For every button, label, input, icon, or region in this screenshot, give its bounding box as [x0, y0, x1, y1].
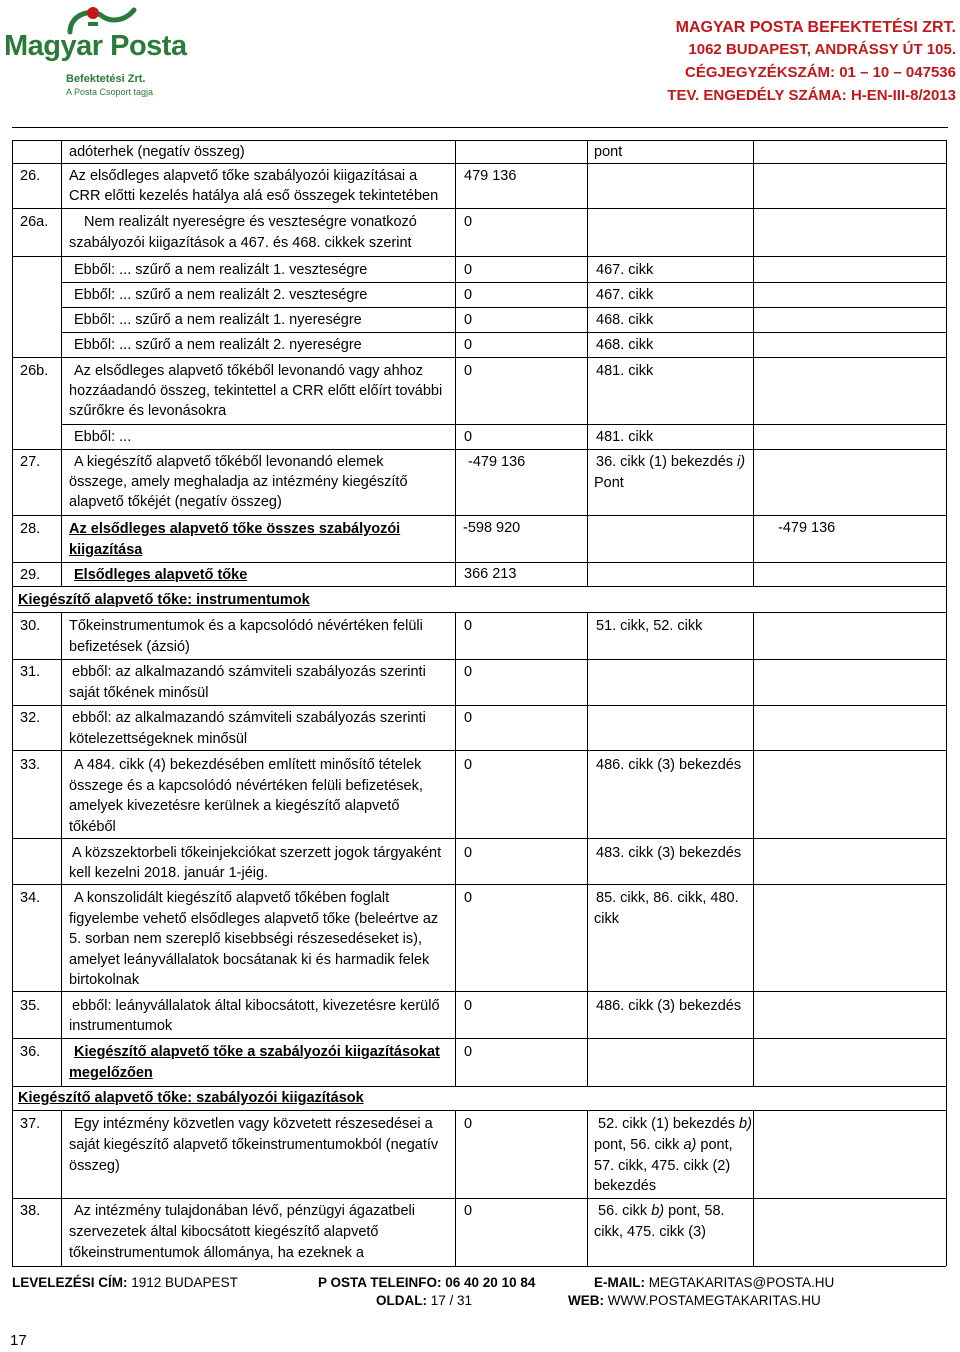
row-label: hozzáadandó összeg, tekintettel a CRR előtt előírt további [69, 383, 443, 399]
corp-registration: CÉGJEGYZÉKSZÁM: 01 – 10 – 047536 [685, 64, 956, 81]
row-label: kiigazítása [69, 542, 143, 558]
row-label: Az elsődleges alapvető tőke szabályozói kiigazításai a [69, 168, 418, 184]
row-label: szabályozói kiigazítások a 467. és 468. cikkek szerint [69, 235, 412, 251]
row-label: saját kiegészítő alapvető tőkeinstrumentumokból (negatív [69, 1137, 439, 1153]
row-number: 32. [20, 710, 41, 726]
row-label: kell kezelni 2018. január 1-jéig. [69, 865, 269, 881]
row-value: 0 [464, 998, 473, 1014]
row-label: Az elsődleges alapvető tőkéből levonandó vagy ahhoz [74, 363, 424, 379]
row-value: 0 [464, 214, 473, 230]
row-label: befizetések (ázsió) [69, 639, 190, 655]
row-label: összege és a kapcsolódó névértéken felüli befizetések, [69, 778, 423, 794]
row-number: 36. [20, 1044, 41, 1060]
row-value: 0 [464, 363, 473, 379]
row-label: szűrőkre és levonásokra [69, 403, 227, 419]
row-value: 0 [464, 1203, 473, 1219]
row-reference: 468. cikk [596, 312, 654, 328]
row-label: összege, amely meghaladja az intézmény kiegészítő [69, 474, 408, 490]
row-number: 35. [20, 998, 41, 1014]
row-label: instrumentumok [69, 1018, 173, 1034]
row-number: 29. [20, 567, 41, 583]
row-label: amelyek kivezetésre kerülnek a kiegészítő alapvető [69, 798, 400, 814]
row-label: összeg) [69, 1158, 120, 1174]
footer-teleinfo: P OSTA TELEINFO: 06 40 20 10 84 [318, 1275, 536, 1290]
header-divider [12, 127, 948, 128]
row-number: 33. [20, 757, 41, 773]
row-number: 34. [20, 890, 41, 906]
row-value: 366 213 [464, 566, 517, 582]
row-value: 0 [464, 710, 473, 726]
row-number: 27. [20, 454, 41, 470]
row-number: 38. [20, 1203, 41, 1219]
row-number: 26b. [20, 363, 49, 379]
row-label: Nem realizált nyereségre és veszteségre vonatkozó [84, 214, 417, 230]
row-reference: cikk [594, 911, 619, 927]
row-label: tőkeinstrumentumok állománya, ha ezeknek a [69, 1245, 364, 1261]
row-reference: 51. cikk, 52. cikk [596, 618, 703, 634]
row-label: Tőkeinstrumentumok és a kapcsolódó névértéken felüli [69, 618, 423, 634]
row-label: Egy intézmény közvetlen vagy közvetett részesedései a [74, 1116, 433, 1132]
row-number: 31. [20, 664, 41, 680]
page-number: 17 [10, 1332, 27, 1349]
row-label: Ebből: ... szűrő a nem realizált 1. veszteségre [74, 262, 368, 278]
row-label: Az elsődleges alapvető tőke összes szabályozói [69, 521, 401, 537]
row-label: Ebből: ... szűrő a nem realizált 1. nyereségre [74, 312, 362, 328]
footer-web: WEB: WWW.POSTAMEGTAKARITAS.HU [568, 1293, 821, 1308]
row-reference: cikk, 475. cikk (3) [594, 1224, 706, 1240]
row-value: 0 [464, 429, 473, 445]
row-reference: pont, 56. cikk a) pont, [594, 1137, 733, 1153]
row-reference: 481. cikk [596, 429, 654, 445]
footer-email: E-MAIL: MEGTAKARITAS@POSTA.HU [594, 1275, 835, 1290]
row-value: 479 136 [464, 168, 517, 184]
row-number: 37. [20, 1116, 41, 1132]
row-reference: 52. cikk (1) bekezdés b) [598, 1116, 752, 1132]
row-number: 26. [20, 168, 41, 184]
row-number: 28. [20, 521, 41, 537]
row-reference: 481. cikk [596, 363, 654, 379]
row-value: 0 [464, 618, 473, 634]
row-label: ebből: leányvállalatok által kibocsátott, kivezetésre kerülő [72, 998, 440, 1014]
row-value: -598 920 [463, 520, 521, 536]
corp-name: MAGYAR POSTA BEFEKTETÉSI ZRT. [675, 19, 956, 36]
row-label: ebből: az alkalmazandó számviteli szabályozás szerinti [72, 664, 426, 680]
footer-page-count: OLDAL: 17 / 31 [376, 1293, 473, 1308]
row-reference: 483. cikk (3) bekezdés [596, 845, 742, 861]
row-value: 0 [464, 1044, 473, 1060]
row-label: amelyet leányvállalatok bocsátanak ki és harmadik felek [69, 952, 430, 968]
row-reference: 467. cikk [596, 262, 654, 278]
row-reference: 56. cikk b) pont, 58. [598, 1203, 725, 1219]
row-reference: 486. cikk (3) bekezdés [596, 998, 742, 1014]
logo-subtitle: Befektetési Zrt. [66, 73, 146, 85]
row-label: A kiegészítő alapvető tőkéből levonandó elemek [74, 454, 384, 470]
row-reference: 467. cikk [596, 287, 654, 303]
row-label: megelőzően [69, 1065, 153, 1081]
row-reference: 468. cikk [596, 337, 654, 353]
row-label: 5. sorban nem szereplő kisebbségi részesedéseket is), [69, 931, 423, 947]
row-label: tőkéből [69, 819, 116, 835]
row-reference: 57. cikk, 475. cikk (2) [594, 1158, 731, 1174]
logo-tagline: A Posta Csoport tagja [66, 87, 154, 97]
row-value: 0 [464, 262, 473, 278]
row-reference: Pont [594, 475, 624, 491]
row-label: saját tőkének minősül [69, 685, 209, 701]
corp-license: TEV. ENGEDÉLY SZÁMA: H-EN-III-8/2013 [667, 87, 956, 104]
row-label: Ebből: ... szűrő a nem realizált 2. veszteségre [74, 287, 368, 303]
row-label: Ebből: ... szűrő a nem realizált 2. nyereségre [74, 337, 362, 353]
row-value: 0 [464, 664, 473, 680]
row-label: A közszektorbeli tőkeinjekciókat szerzett jogok tárgyaként [72, 845, 442, 861]
row-label: alapvető tőkéjét (negatív összeg) [69, 494, 282, 510]
row-value: 0 [464, 337, 473, 353]
row-label: szervezetek által kibocsátott kiegészítő alapvető [69, 1224, 379, 1240]
row-value: 0 [464, 312, 473, 328]
row-label: Az intézmény tulajdonában lévő, pénzügyi ágazatbeli [74, 1203, 415, 1219]
row-label: Elsődleges alapvető tőke [74, 567, 248, 583]
row-value: 0 [464, 757, 473, 773]
row-number: 26a. [20, 214, 49, 230]
row-label: CRR előtti kezelés hatálya alá eső összegek tekintetében [69, 188, 439, 204]
row-value-secondary: -479 136 [778, 520, 836, 536]
row-label: birtokolnak [69, 972, 140, 988]
section-heading: Kiegészítő alapvető tőke: szabályozói kiigazítások [18, 1090, 364, 1106]
row-value: 0 [464, 845, 473, 861]
row-label: ebből: az alkalmazandó számviteli szabályozás szerinti [72, 710, 426, 726]
row-reference: 85. cikk, 86. cikk, 480. [596, 890, 739, 906]
row-label: adóterhek (negatív összeg) [69, 144, 245, 160]
row-reference: 486. cikk (3) bekezdés [596, 757, 742, 773]
row-label: figyelembe vehető elsődleges alapvető tőke (beleértve az [69, 911, 439, 927]
corp-address: 1062 BUDAPEST, ANDRÁSSY ÚT 105. [688, 41, 956, 58]
footer-address: LEVELEZÉSI CÍM: 1912 BUDAPEST [12, 1275, 238, 1290]
logo-text: Magyar Posta [4, 30, 187, 62]
row-label: kötelezettségeknek minősül [69, 731, 248, 747]
row-value: -479 136 [468, 454, 526, 470]
row-value: 0 [464, 1116, 473, 1132]
section-heading: Kiegészítő alapvető tőke: instrumentumok [18, 592, 310, 608]
row-label: A 484. cikk (4) bekezdésében említett minősítő tételek [74, 757, 422, 773]
row-value: 0 [464, 890, 473, 906]
row-label: Ebből: ... [74, 429, 132, 445]
row-reference: 36. cikk (1) bekezdés i) [596, 454, 746, 470]
row-label: A konszolidált kiegészítő alapvető tőkében foglalt [74, 890, 390, 906]
row-reference: pont [594, 144, 623, 160]
row-number: 30. [20, 618, 41, 634]
row-label: Kiegészítő alapvető tőke a szabályozói kiigazításokat [74, 1044, 440, 1060]
row-reference: bekezdés [594, 1178, 657, 1194]
row-value: 0 [464, 287, 473, 303]
